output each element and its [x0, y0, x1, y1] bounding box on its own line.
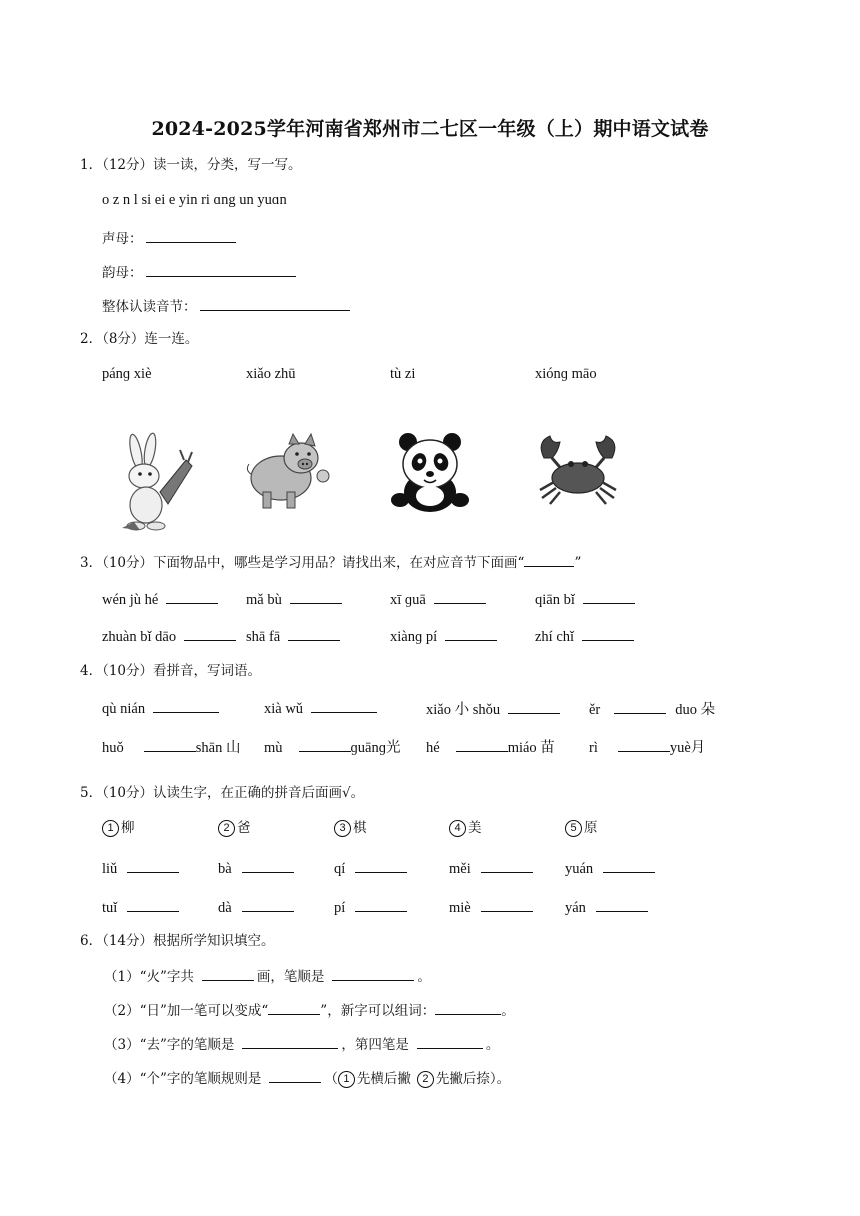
yunmu-line [102, 262, 299, 282]
circled-number: 4 [449, 820, 466, 837]
answer-blank[interactable] [596, 897, 648, 912]
answer-blank[interactable] [166, 589, 218, 604]
answer-blank[interactable] [146, 262, 296, 277]
pinyin-option: yuán [565, 858, 658, 878]
word-5: huǒ shān 山 [102, 736, 240, 757]
letter-list: o z n l si ei e yin ri ɑng un yuɑn [102, 192, 287, 208]
circled-number: 5 [565, 820, 582, 837]
answer-blank[interactable] [355, 897, 407, 912]
match-pinyin-1[interactable]: pánɡ xiè [102, 366, 152, 382]
answer-blank[interactable] [618, 737, 670, 752]
answer-blank[interactable] [146, 228, 236, 243]
item-8: zhí chǐ [535, 626, 637, 646]
circled-number: 2 [417, 1071, 434, 1088]
answer-blank[interactable] [614, 699, 666, 714]
pinyin-option: tuǐ [102, 897, 182, 917]
question-prompt: （10分）认读生字，在正确的拼音后面画√。 [102, 785, 365, 801]
fill-line-3: （3）“去”字的笔顺是 ，第四笔是 。 [104, 1034, 499, 1054]
answer-blank[interactable] [456, 737, 508, 752]
answer-blank[interactable] [144, 737, 196, 752]
panda-icon[interactable] [388, 430, 472, 514]
pinyin-option: pí [334, 897, 410, 917]
question-4-header [80, 662, 261, 680]
match-pinyin-3[interactable]: tù zi [390, 366, 416, 382]
question-6-header [80, 932, 275, 950]
underline-sample [524, 552, 574, 567]
question-2-header [80, 330, 198, 348]
match-pinyin-4[interactable]: xiónɡ māo [535, 366, 597, 382]
word-3: xiǎo 小 shǒu [426, 698, 563, 719]
question-number: 4． [80, 663, 103, 679]
question-number: 5． [80, 785, 103, 801]
question-prompt-end: ” [574, 555, 582, 571]
pinyin-option: qí [334, 858, 410, 878]
question-number: 2． [80, 331, 103, 347]
answer-blank[interactable] [202, 966, 254, 981]
answer-blank[interactable] [184, 626, 236, 641]
char-1: 1 柳 [102, 819, 135, 837]
answer-blank[interactable] [332, 966, 414, 981]
fill-line-2: （2）“日”加一笔可以变成“ ”，新字可以组词： 。 [104, 1000, 515, 1020]
pinyin-option: měi [449, 858, 536, 878]
question-5-header [80, 784, 364, 802]
word-8: rì yuè月 [589, 736, 705, 757]
answer-blank[interactable] [481, 897, 533, 912]
question-number: 1． [80, 157, 103, 173]
zhengti-line [102, 296, 353, 316]
answer-blank[interactable] [603, 858, 655, 873]
item-6: shā fā [246, 626, 343, 646]
answer-blank[interactable] [127, 858, 179, 873]
question-3-header [80, 552, 581, 572]
question-prompt: （10分）下面物品中，哪些是学习用品？请找出来，在对应音节下面画“ [102, 555, 525, 571]
answer-blank[interactable] [583, 589, 635, 604]
item-3: xī ɡuā [390, 589, 489, 609]
char-2: 2 爸 [218, 819, 251, 837]
pinyin-option: miè [449, 897, 536, 917]
answer-blank[interactable] [311, 698, 377, 713]
question-number: 3． [80, 555, 103, 571]
question-prompt: （10分）看拼音，写词语。 [102, 663, 262, 679]
word-6: mù ɡuānɡ光 [264, 736, 400, 757]
match-pinyin-2[interactable]: xiǎo zhū [246, 366, 296, 382]
answer-blank[interactable] [481, 858, 533, 873]
shengmu-label: 声母： [102, 231, 143, 247]
circled-number: 2 [218, 820, 235, 837]
word-7: hé miáo 苗 [426, 736, 555, 757]
item-4: qiān bǐ [535, 589, 638, 609]
circled-number: 1 [102, 820, 119, 837]
char-5: 5 原 [565, 819, 598, 837]
char-3: 3 棋 [334, 819, 367, 837]
item-2: mǎ bù [246, 589, 345, 609]
item-5: zhuàn bǐ dāo [102, 626, 239, 646]
question-number: 6． [80, 933, 103, 949]
question-1-header [80, 156, 302, 174]
shengmu-line [102, 228, 239, 248]
answer-blank[interactable] [582, 626, 634, 641]
pinyin-option: dà [218, 897, 297, 917]
answer-blank[interactable] [269, 1068, 321, 1083]
answer-blank[interactable] [242, 858, 294, 873]
question-prompt: （8分）连一连。 [102, 331, 199, 347]
crab-icon[interactable] [534, 428, 622, 506]
word-2: xià wǔ [264, 698, 380, 718]
answer-blank[interactable] [445, 626, 497, 641]
word-4: ěr duo 朵 [589, 698, 715, 719]
item-7: xiànɡ pí [390, 626, 500, 646]
answer-blank[interactable] [242, 897, 294, 912]
circled-number: 1 [338, 1071, 355, 1088]
answer-blank[interactable] [417, 1034, 483, 1049]
circled-number: 3 [334, 820, 351, 837]
item-1: wén jù hé [102, 589, 221, 609]
fill-line-4: （4）“个”字的笔顺规则是 （ 1 先横后撇 2 先撇后捺）。 [104, 1068, 510, 1088]
pinyin-option: liǔ [102, 858, 182, 878]
answer-blank[interactable] [268, 1000, 320, 1015]
rabbit-icon[interactable] [100, 430, 196, 532]
answer-blank[interactable] [153, 698, 219, 713]
answer-blank[interactable] [242, 1034, 338, 1049]
answer-blank[interactable] [434, 589, 486, 604]
pinyin-option: yán [565, 897, 651, 917]
answer-blank[interactable] [355, 858, 407, 873]
answer-blank[interactable] [299, 737, 351, 752]
char-4: 4 美 [449, 819, 482, 837]
zhengti-label: 整体认读音节： [102, 299, 197, 315]
answer-blank[interactable] [288, 626, 340, 641]
answer-blank[interactable] [200, 296, 350, 311]
page-title: 2024-2025学年河南省郑州市二七区一年级（上）期中语文试卷 [151, 118, 709, 140]
pinyin-option: bà [218, 858, 297, 878]
question-prompt: （12分）读一读，分类，写一写。 [102, 157, 302, 173]
fill-line-1: （1）“火”字共 画，笔顺是 。 [104, 966, 431, 986]
answer-blank[interactable] [435, 1000, 501, 1015]
yunmu-label: 韵母： [102, 265, 143, 281]
answer-blank[interactable] [290, 589, 342, 604]
question-prompt: （14分）根据所学知识填空。 [102, 933, 275, 949]
answer-blank[interactable] [127, 897, 179, 912]
word-1: qù nián [102, 698, 222, 718]
pig-icon[interactable] [243, 430, 333, 512]
answer-blank[interactable] [508, 699, 560, 714]
